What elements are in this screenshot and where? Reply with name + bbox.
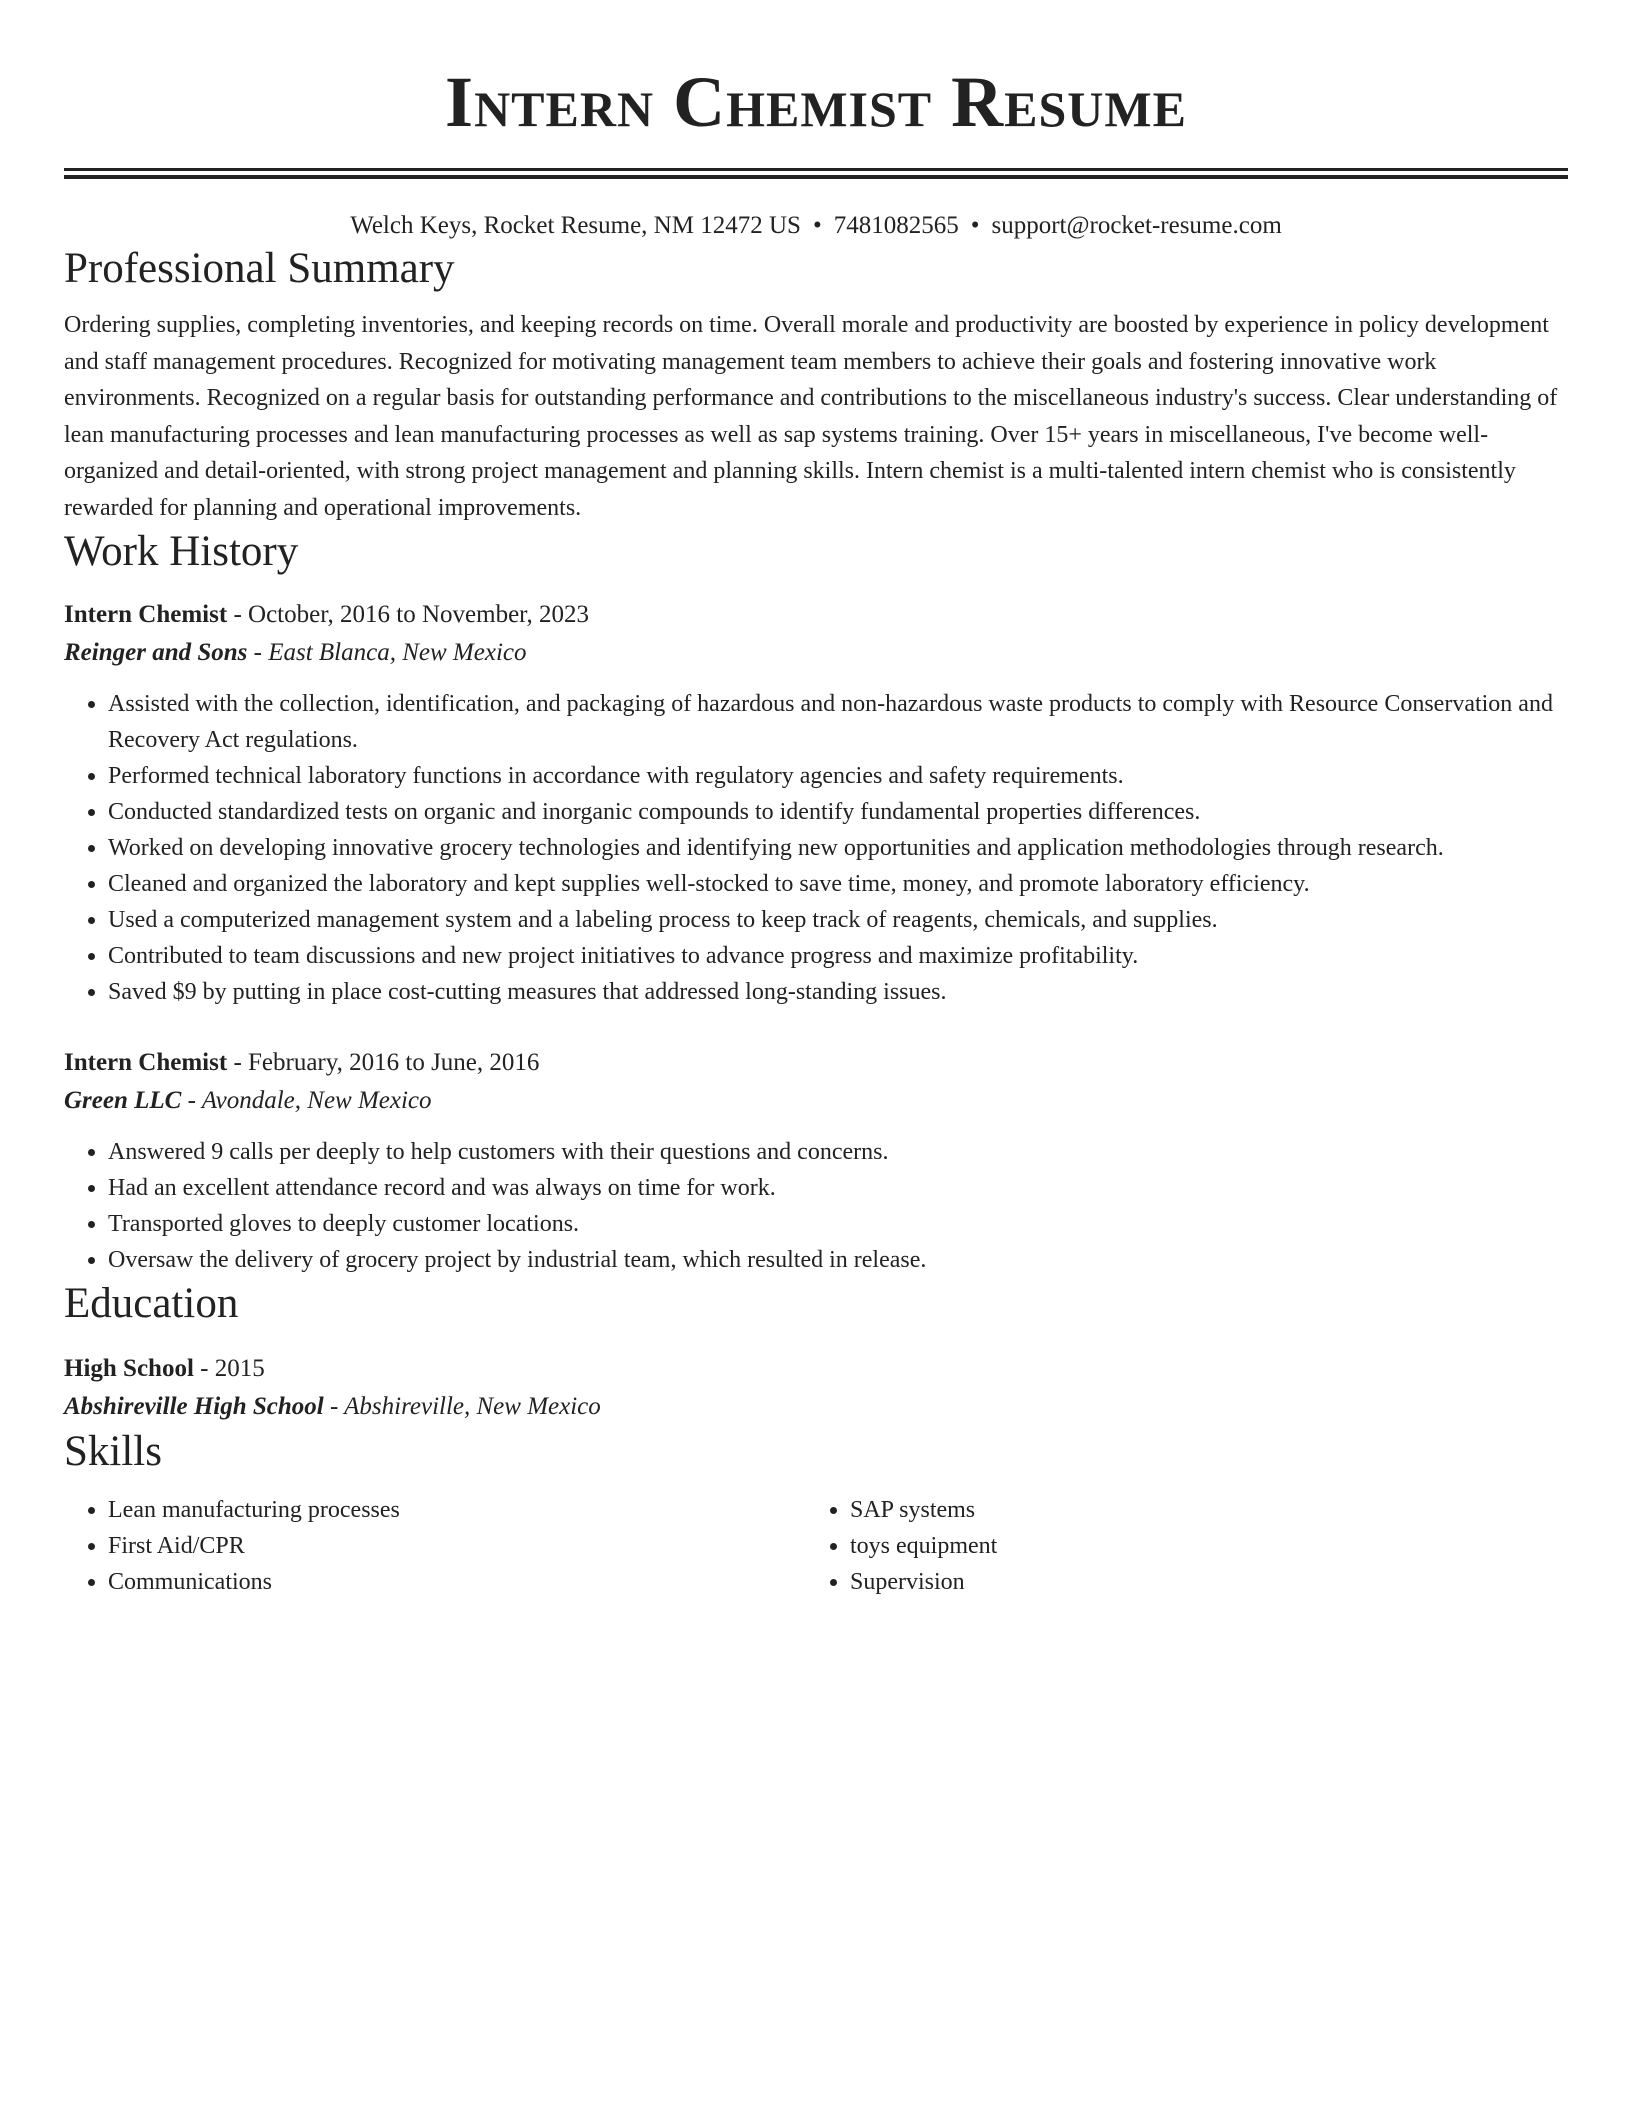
job-company-line <box>64 634 1568 672</box>
summary-text: Ordering supplies, completing inventories, and keeping records on time. Overall morale and productivity are boosted by experience in policy development and staff management procedures. Recognized for motivating management team members to achieve their goals and fostering innovative work environments. Recognized on a regular basis for outstanding performance and contributions to the miscellaneous industry's success. Clear understanding of lean manufacturing processes and lean manufacturing processes as well as sap systems training. Over 15+ years in miscellaneous, I've become well-organized and detail-oriented, with strong project management and planning skills. Intern chemist is a multi-talented intern chemist who is consistently rewarded for planning and operational improvements. <box>64 312 1558 521</box>
contact-line <box>64 209 1568 243</box>
skills-column-right <box>806 1492 1548 1600</box>
list-item: • Used a computerized management system and a labeling process to keep track of reagents, chemicals, and supplies. <box>108 902 1568 938</box>
list-item: • Assisted with the collection, identification, and packaging of hazardous and non-hazardous waste products to comply with Resource Conservation and Recovery Act regulations. <box>108 686 1568 758</box>
job-title-line <box>64 1044 1568 1082</box>
education-year: - 2015 <box>193 1355 265 1382</box>
job-bullets <box>64 1134 1568 1278</box>
list-item: • First Aid/CPR <box>108 1528 806 1564</box>
job-title: Intern Chemist <box>64 1049 228 1076</box>
list-item: • Communications <box>108 1564 806 1600</box>
education-school-line <box>64 1388 1568 1426</box>
job-bullets <box>64 686 1568 1010</box>
list-item: • Oversaw the delivery of grocery project by industrial team, which resulted in release. <box>108 1242 1568 1278</box>
education-heading: Education <box>64 1280 239 1327</box>
title-divider-bottom <box>64 175 1568 179</box>
title-divider-top <box>64 168 1568 171</box>
education-location: - Abshireville, New Mexico <box>323 1393 601 1420</box>
job-company: Green LLC <box>64 1087 182 1114</box>
job-title: Intern Chemist <box>64 601 228 628</box>
work-history-heading: Work History <box>64 528 299 575</box>
job-location: - Avondale, New Mexico <box>181 1087 432 1114</box>
list-item: • Worked on developing innovative grocery technologies and identifying new opportunities and application methodologies through research. <box>108 830 1568 866</box>
skills-heading: Skills <box>64 1428 162 1475</box>
job-company-line <box>64 1082 1568 1120</box>
list-item: • Conducted standardized tests on organic and inorganic compounds to identify fundamental properties differences. <box>108 794 1568 830</box>
education-school: Abshireville High School <box>64 1393 324 1420</box>
contact-address: Welch Keys, Rocket Resume, NM 12472 US <box>350 212 801 239</box>
contact-separator: • <box>812 212 822 239</box>
skills-grid <box>64 1492 1568 1600</box>
job-title-line <box>64 596 1568 634</box>
contact-phone: 7481082565 <box>833 212 959 239</box>
list-item: • Had an excellent attendance record and was always on time for work. <box>108 1170 1568 1206</box>
contact-email: support@rocket-resume.com <box>991 212 1282 239</box>
education-degree: High School <box>64 1355 194 1382</box>
skills-column-left <box>64 1492 806 1600</box>
list-item: • Saved $9 by putting in place cost-cutting measures that addressed long-standing issues. <box>108 974 1568 1010</box>
contact-separator: • <box>970 212 980 239</box>
list-item: • Answered 9 calls per deeply to help customers with their questions and concerns. <box>108 1134 1568 1170</box>
job-dates: - October, 2016 to November, 2023 <box>227 601 589 628</box>
education-degree-line <box>64 1350 1568 1388</box>
list-item: • Contributed to team discussions and new project initiatives to advance progress and maximize profitability. <box>108 938 1568 974</box>
resume-title: Intern Chemist Resume <box>445 62 1187 142</box>
list-item: • Transported gloves to deeply customer locations. <box>108 1206 1568 1242</box>
list-item: • Lean manufacturing processes <box>108 1492 806 1528</box>
list-item: • toys equipment <box>850 1528 1548 1564</box>
job-company: Reinger and Sons <box>64 639 248 666</box>
job-location: - East Blanca, New Mexico <box>247 639 527 666</box>
list-item: • Performed technical laboratory functions in accordance with regulatory agencies and safety requirements. <box>108 758 1568 794</box>
list-item: • Cleaned and organized the laboratory and kept supplies well-stocked to save time, money, and promote laboratory efficiency. <box>108 866 1568 902</box>
list-item: • Supervision <box>850 1564 1548 1600</box>
summary-heading: Professional Summary <box>64 245 455 292</box>
list-item: • SAP systems <box>850 1492 1548 1528</box>
job-dates: - February, 2016 to June, 2016 <box>227 1049 540 1076</box>
